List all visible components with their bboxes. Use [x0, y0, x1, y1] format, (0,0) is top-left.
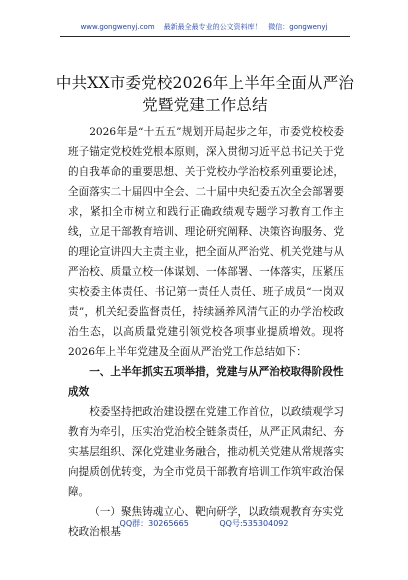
section-1-paragraph: 校委坚持把政治建设摆在党建工作首位，以政绩观学习教育为牵引，压实治党治校全链条责任，从严正风肃纪、夯实基层组织、深化党建业务融合，推动机关党建从常规落实向提质创优转变，为全市党员干部教育培训工作筑牢政治保障。	[68, 406, 344, 498]
wechat-contact: 微信：gongwenyj	[268, 23, 328, 31]
title-line-2: 党暨党建工作总结	[142, 96, 268, 114]
site-url-link[interactable]: www.gongwenyj.com	[80, 23, 155, 31]
intro-paragraph: 2026年是“十五五”规划开局起步之年，市委党校校委班子锚定党校姓党根本原则，深入贯彻习近平总书记关于党的自我革命的重要思想、关于党校办学治校系列重要论述，全面落实二十届四中全会、二十届中央纪委五次全会部署要求，紧扣全市树立和践行正确政绩观专题学习教育工作主线，立足干部教育培训、理论研究阐释、决策咨询服务、党的理论宣讲四大主责主业，把全面从严治党、机关党建与从严治校、质量立校一体谋划、一体部署、一体落实，压紧压实校委主体责任、书记第一责任人责任、班子成员“一岗双责”，机关纪委监督责任，持续涵养风清气正的办学治校政治生态，以高质量党建引领党校各项事业提质增效。现将2026年上半年党建及全面从严治党工作总结如下：	[68, 126, 344, 358]
document-title	[40, 72, 370, 116]
subsection-1-heading: （一）聚焦铸魂立心、靶向研学，以政绩观教育夯实党校政治根基	[68, 506, 344, 538]
qq-group-link[interactable]: QQ群：30265665	[119, 519, 189, 528]
title-line-1: 中共XX市委党校2026年上半年全面从严治	[55, 74, 355, 92]
header-divider	[60, 36, 350, 37]
site-slogan: 最新最全最专业的公文资料库！	[163, 23, 262, 31]
section-1-heading: 一、上半年抓实五项举措，党建与从严治校取得阶段性成效	[68, 366, 344, 398]
document-body	[68, 122, 344, 542]
qq-number-link[interactable]: QQ号:535304092	[219, 519, 289, 528]
contact-footer	[0, 518, 408, 529]
site-banner	[0, 22, 408, 32]
